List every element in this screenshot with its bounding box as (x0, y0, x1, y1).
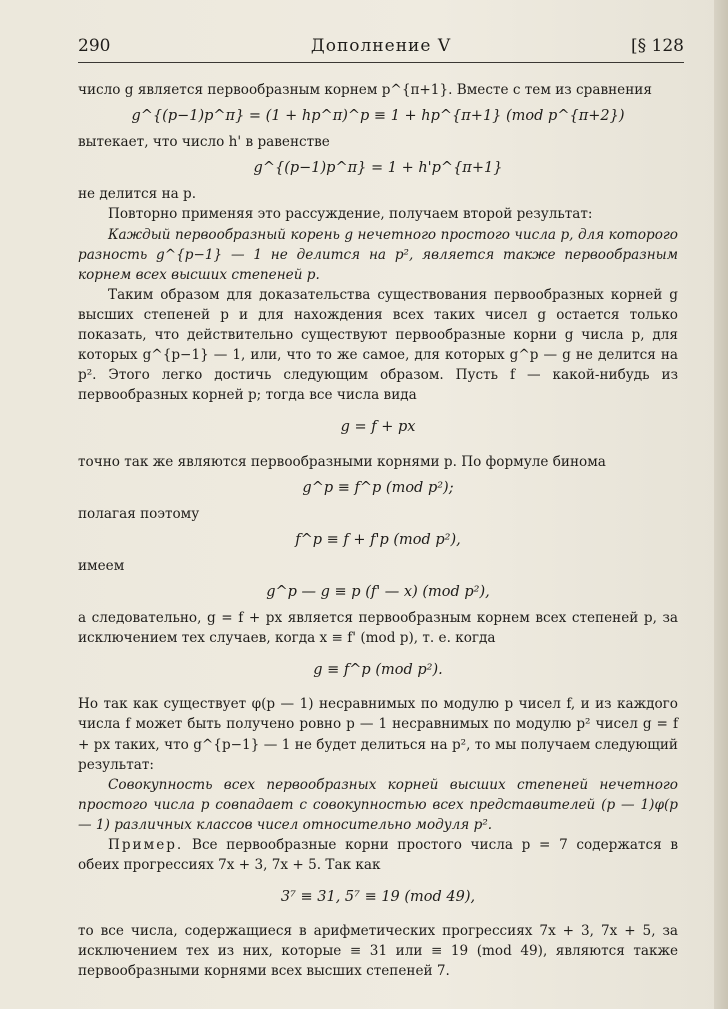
header-rule (78, 62, 684, 63)
paragraph: Таким образом для доказательства существования первообразных корней g высших степеней p и для нахождения всех таких чисел g остается только показать, что действительно существуют первообразные корни g числа p, для которых g^{p−1} — 1, или, что то же самое, для которых g^p — g не делится на p². Этого легко достичь следующим образом. Пусть f — какой-нибудь из первообразных корней p; тогда все числа вида (78, 286, 678, 404)
example-paragraph (78, 835, 678, 875)
formula: g^{(p−1)p^π} = (1 + hp^π)^p ≡ 1 + hp^{π+1} (mod p^{π+2}) (131, 108, 625, 125)
formula: g^{(p−1)p^π} = 1 + h'p^{π+1} (253, 160, 503, 177)
paragraph: Повторно применяя это рассуждение, получаем второй результат: (108, 206, 593, 223)
paragraph: а следовательно, g = f + px является первообразным корнем всех степеней p, за исключением тех случаев, когда x ≡ f' (mod p), т. е. когда (78, 610, 678, 647)
page-header (78, 36, 684, 60)
formula: g = f + px (340, 419, 416, 436)
paragraph: имеем (78, 557, 125, 574)
paragraph: точно так же являются первообразными корнями p. По формуле бинома (78, 453, 606, 470)
example-text: Все первообразные корни простого числа p = 7 содержатся в обеих прогрессиях 7x + 3, 7x + 5. Так как (78, 837, 678, 874)
page-body (78, 80, 678, 982)
page-number: 290 (78, 36, 111, 56)
page-edge (714, 0, 728, 1009)
example-label: Пример. (108, 837, 184, 853)
paragraph: то все числа, содержащиеся в арифметических прогрессиях 7x + 3, 7x + 5, за исключением тех из них, которые ≡ 31 или ≡ 19 (mod 49), являются также первообразными корнями всех высших степеней 7. (78, 923, 678, 980)
theorem-statement: Каждый первообразный корень g нечетного простого числа p, для которого разность g^{p−1} — 1 не делится на p², является также первообразным корнем всех высших степеней p. (78, 226, 678, 283)
formula: f^p ≡ f + f'p (mod p²), (295, 531, 461, 548)
paragraph: число g является первообразным корнем p^{π+1}. Вместе с тем из сравнения (78, 82, 652, 98)
paragraph: вытекает, что число h' в равенстве (78, 134, 330, 151)
paragraph: не делится на p. (78, 186, 197, 203)
paragraph: Но так как существует φ(p — 1) несравнимых по модулю p чисел f, и из каждого числа f может быть получено ровно p — 1 несравнимых по модулю p² чисел g = f + px таких, что g^{p−1} — 1 не будет делиться на p², то мы получаем следующий результат: (78, 696, 678, 773)
formula: g^p — g ≡ p (f' — x) (mod p²), (266, 583, 490, 600)
formula: 3⁷ ≡ 31, 5⁷ ≡ 19 (mod 49), (280, 889, 476, 906)
section-number: [§ 128 (631, 36, 684, 56)
running-title: Дополнение V (310, 36, 452, 56)
theorem-statement: Совокупность всех первообразных корней высших степеней нечетного простого числа p совпадает с совокупностью всех представителей (p — 1)φ(p — 1) различных классов чисел относительно модуля p². (78, 776, 678, 833)
formula: g ≡ f^p (mod p²). (313, 662, 443, 679)
formula: g^p ≡ f^p (mod p²); (302, 479, 454, 496)
paragraph: полагая поэтому (78, 505, 200, 522)
